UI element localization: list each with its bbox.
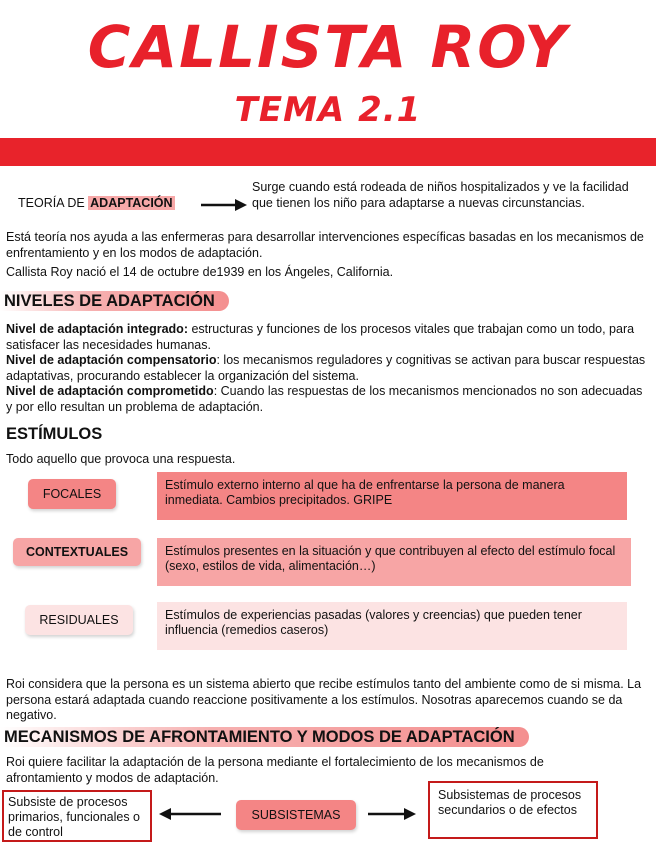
theory-label-highlight: ADAPTACIÓN: [90, 196, 173, 210]
levels-heading: NIVELES DE ADAPTACIÓN: [0, 292, 229, 311]
red-banner: [0, 138, 656, 166]
stimuli-heading: ESTÍMULOS: [6, 425, 103, 443]
stimulus-desc-residuales: Estímulos de experiencias pasadas (valores y creencias) que pueden tener influencia (remedios caseros): [157, 602, 627, 650]
arrow-left-icon: [157, 806, 223, 822]
stimuli-intro: Todo aquello que provoca una respuesta.: [6, 452, 236, 466]
level-text: : los mecanismos reguladores y cognitivas se activan para buscar respuestas adaptativas, procurando establecer la organización del sistema.: [6, 353, 646, 383]
mechanisms-heading: MECANISMOS DE AFRONTAMIENTO Y MODOS DE ADAPTACIÓN: [0, 728, 529, 747]
page-title: CALLISTA ROY: [87, 13, 569, 81]
theory-label: [18, 196, 175, 212]
level-item: [6, 322, 646, 353]
intro-paragraph-2: Callista Roy nació el 14 de octubre de1939 en los Ángeles, California.: [6, 265, 394, 279]
mechanisms-intro: Roi quiere facilitar la adaptación de la persona mediante el fortalecimiento de los mecanismos de afrontamiento y modos de adaptación.: [6, 755, 544, 785]
page-subtitle: TEMA 2.1: [234, 90, 422, 130]
intro-paragraph-1: Está teoría nos ayuda a las enfermeras para desarrollar intervenciones específicas basadas en los mecanismos de enfrentamiento y en los modos de adaptación.: [6, 230, 644, 260]
level-item: [6, 384, 646, 415]
level-text: estructuras y funciones de los procesos vitales que trabajan como un todo, para satisfacer las necesidades humanas.: [6, 322, 635, 352]
level-term: Nivel de adaptación integrado:: [6, 322, 188, 336]
level-term: Nivel de adaptación comprometido: [6, 384, 214, 398]
stimulus-label-contextuales: CONTEXTUALES: [13, 538, 141, 566]
theory-arrow-icon: [199, 197, 249, 213]
arrow-right-icon: [366, 806, 418, 822]
theory-description: Surge cuando está rodeada de niños hospitalizados y ve la facilidad que tienen los niño para adaptarse a nuevas circunstancias.: [252, 180, 629, 210]
stimuli-closing: Roi considera que la persona es un sistema abierto que recibe estímulos tanto del ambiente como de si misma. La persona estará adaptada cuando reaccione positivamente a los estímulos. Nosotras aparecemos cuando se da negativo.: [6, 677, 642, 722]
subsystem-right-box: Subsistemas de procesos secundarios o de efectos: [428, 781, 598, 839]
level-term: Nivel de adaptación compensatorio: [6, 353, 217, 367]
subsystem-left-box: Subsiste de procesos primarios, funcionales o de control: [2, 790, 152, 842]
levels-list: [6, 322, 646, 415]
stimulus-desc-contextuales: Estímulos presentes en la situación y que contribuyen al efecto del estímulo focal (sexo, estilos de vida, alimentación…): [157, 538, 631, 586]
level-item: [6, 353, 646, 384]
subsystems-label: SUBSISTEMAS: [236, 800, 356, 830]
stimulus-desc-focales: Estímulo externo interno al que ha de enfrentarse la persona de manera inmediata. Cambios precipitados. GRIPE: [157, 472, 627, 520]
theory-label-prefix: TEORÍA DE: [18, 196, 89, 210]
stimulus-label-residuales: RESIDUALES: [25, 605, 133, 635]
stimulus-label-focales: FOCALES: [28, 479, 116, 509]
level-text: : Cuando las respuestas de los mecanismos mencionados no son adecuadas y por ello resultan un problema de adaptación.: [6, 384, 643, 414]
